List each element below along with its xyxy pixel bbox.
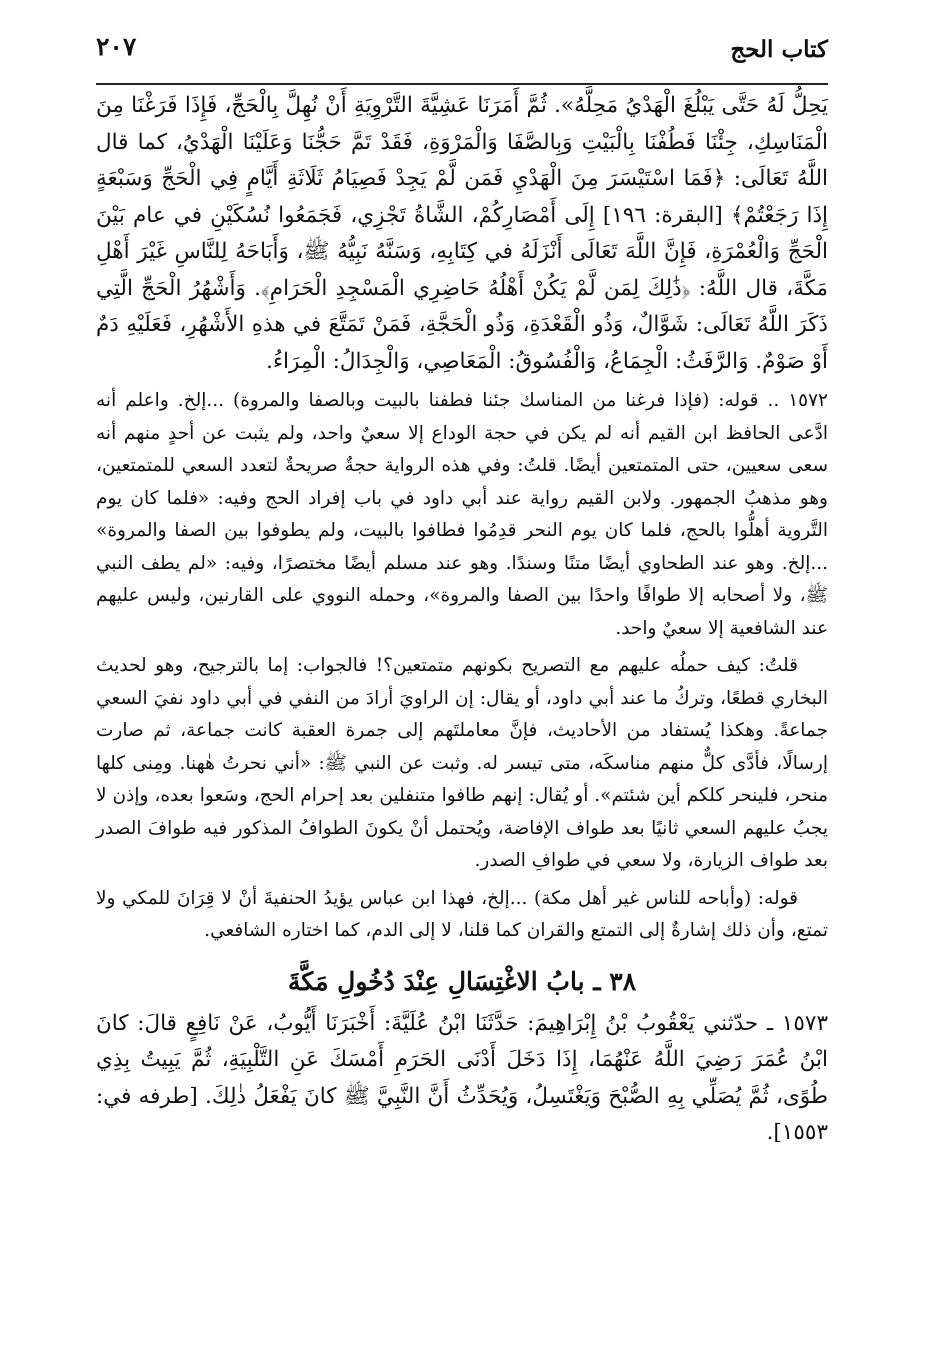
hadith-1573: ١٥٧٣ ـ حدّثني يَعْقُوبُ بْنُ إِبْرَاهِيمَ: حَدَّثَنَا ابْنُ عُلَيَّةَ: أَخْبَرَنَا أَيُّوبُ، عَنْ نَافِعٍ قالَ: كانَ ابْنُ عُمَرَ رَضِيَ اللَّهُ عَنْهُمَا، إِذَا دَخَلَ أَدْنَى الحَرَمِ أَمْسَكَ عَنِ التَّلْبِيَةِ، ثُمَّ يَبِيتُ بِذِي طُوًى، ثُمَّ يُصَلِّي بِهِ الصُّبْحَ وَيَغْتَسِلُ، وَيُحَدِّثُ أَنَّ النَّبِيَّ ﷺ كانَ يَفْعَلُ ذٰلِكَ. [طرفه في: ١٥٥٣]. — [96, 1010, 828, 1145]
page-header — [96, 24, 828, 72]
page-number: ٢٠٧ — [96, 32, 137, 61]
commentary-1572: ١٥٧٢ .. قوله: (فإذا فرغنا من المناسك جئنا فطفنا بالبيت وبالصفا والمروة) ...إلخ. واعلم أنه ادَّعى الحافظ ابن القيم أنه لم يكن في حجة الوداع إلا سعيٌ واحد، ولم يثبت عن أحدٍ منهم أنه سعى سعيين، حتى المتمتعين أيضًا. قلتُ: وفي هذه الرواية حجةٌ صريحةٌ لتعدد السعي للمتمتعين، وهو مذهبُ الجمهور. ولابن القيم رواية عند أبي داود في باب إفراد الحج وفيه: «فلما كان يوم التَّروية أهلُّوا بالحج، فلما كان يوم النحر قدِمُوا فطافوا بالبيت، ولم يطوفوا بين الصفا والمروة» ...إلخ. وهو عند الطحاوي أيضًا متنًا وسندًا. وهو عند مسلم أيضًا مختصرًا، وفيه: «لم يطف النبي ﷺ، ولا أصحابه إلا طوافًا واحدًا بين الصفا والمروة»، وحمله النووي على القارنين، وليس عليهم عند الشافعية إلا سعيٌ واحد. — [96, 390, 828, 639]
page-content — [96, 88, 828, 1152]
hadith-text: يَحِلُّ لَهُ حَتَّى يَبْلُغَ الْهَدْيُ مَحِلَّهُ». ثُمَّ أَمَرَنَا عَشِيَّةَ التَّرْوِيَةِ أَنْ نُهِلَّ بِالْحَجِّ، فَإِذَا فَرَغْنَا مِنَ الْمَنَاسِكِ، جِئْنَا فَطُفْنَا بِالْبَيْتِ وَبِالصَّفَا وَالْمَرْوَةِ، فَقَدْ تَمَّ حَجُّنَا وَعَلَيْنَا الْهَدْيُ، كما قال اللَّهُ تَعَالَى: ﴿فَمَا اسْتَيْسَرَ مِنَ الْهَدْيِ فَمَن لَّمْ يَجِدْ فَصِيَامُ ثَلَاثَةِ أَيَّامٍ فِي الْحَجِّ وَسَبْعَةٍ إِذَا رَجَعْتُمْ﴾ [البقرة: ١٩٦] إِلَى أَمْصَارِكُمْ، الشَّاةُ تَجْزِي، فَجَمَعُوا نُسُكَيْنِ في عام بَيْنَ الْحَجِّ وَالْعُمْرَةِ، فَإِنَّ اللَّهَ تَعَالَى أَنْزَلَهُ في كِتَابِهِ، وَسَنَّهُ نَبِيُّهُ ﷺ، وَأَبَاحَهُ لِلنَّاسِ غَيْرَ أَهْلِ مَكَّةَ، قال اللَّهُ: ﴿ذَٰلِكَ لِمَن لَّمْ يَكُنْ أَهْلُهُ حَاضِرِي الْمَسْجِدِ الْحَرَامِ﴾. وَأَشْهُرُ الْحَجِّ الَّتِي ذَكَرَ اللَّهُ تَعَالَى: شَوَّالٌ، وَذُو الْقَعْدَةِ، وَذُو الْحَجَّةِ، فَمَنْ تَمَتَّعَ في هذهِ الأَشْهُرِ، فَعَلَيْهِ دَمٌ أَوْ صَوْمٌ. وَالرَّفَثُ: الْجِمَاعُ، وَالْفُسُوقُ: الْمَعَاصِي، وَالْجِدَالُ: الْمِرَاءُ. — [96, 93, 828, 374]
commentary-qultu: قلتُ: كيف حملُه عليهم مع التصريح بكونهم متمتعين؟! فالجواب: إما بالترجيح، وهو لحديث البخاري قطعًا، وتركُ ما عند أبي داود، أو يقال: إن الراويَ أرادَ من النفي في أبي داود نفيَ السعي جماعةً. وهكذا يُستفاد من الأحاديث، فإنَّ معاملتَهم إلى جمرة العقبة كانت جماعة، ثم صارت إرسالًا، فأدَّى كلٌّ منهم مناسكَه، متى تيسر له. وثبت عن النبي ﷺ: «أني نحرتُ هٰهنا. ومِنى كلها منحر، فلينحر كلكم أين شئتم». أو يُقال: إنهم طافوا متنفلين بعد إحرام الحج، وسَعوا بعده، وإذن لا يجبُ عليهم السعي ثانيًا بعد طواف الإفاضة، ويُحتمل أنْ يكونَ الطوافُ المذكور فيه طوافَ الصدر بعد طواف الزيارة، ولا سعي في طوافِ الصدر. — [96, 655, 828, 871]
chapter-heading: ٣٨ ـ بابُ الاغْتِسَالِ عِنْدَ دُخُولِ مَكَّةَ — [287, 966, 637, 996]
commentary-abahahu: قوله: (وأباحه للناس غير أهل مكة) ...إلخ، فهذا ابن عباس يؤيدُ الحنفيةَ أنْ لا قِرَانَ للمكي ولا تمتع، وأن ذلك إشارةٌ إلى التمتع والقران كما قلنا، لا إلى الدم، كما اختاره الشافعي. — [96, 887, 828, 941]
header-divider — [96, 83, 828, 85]
book-title: كتاب الحج — [730, 36, 828, 63]
